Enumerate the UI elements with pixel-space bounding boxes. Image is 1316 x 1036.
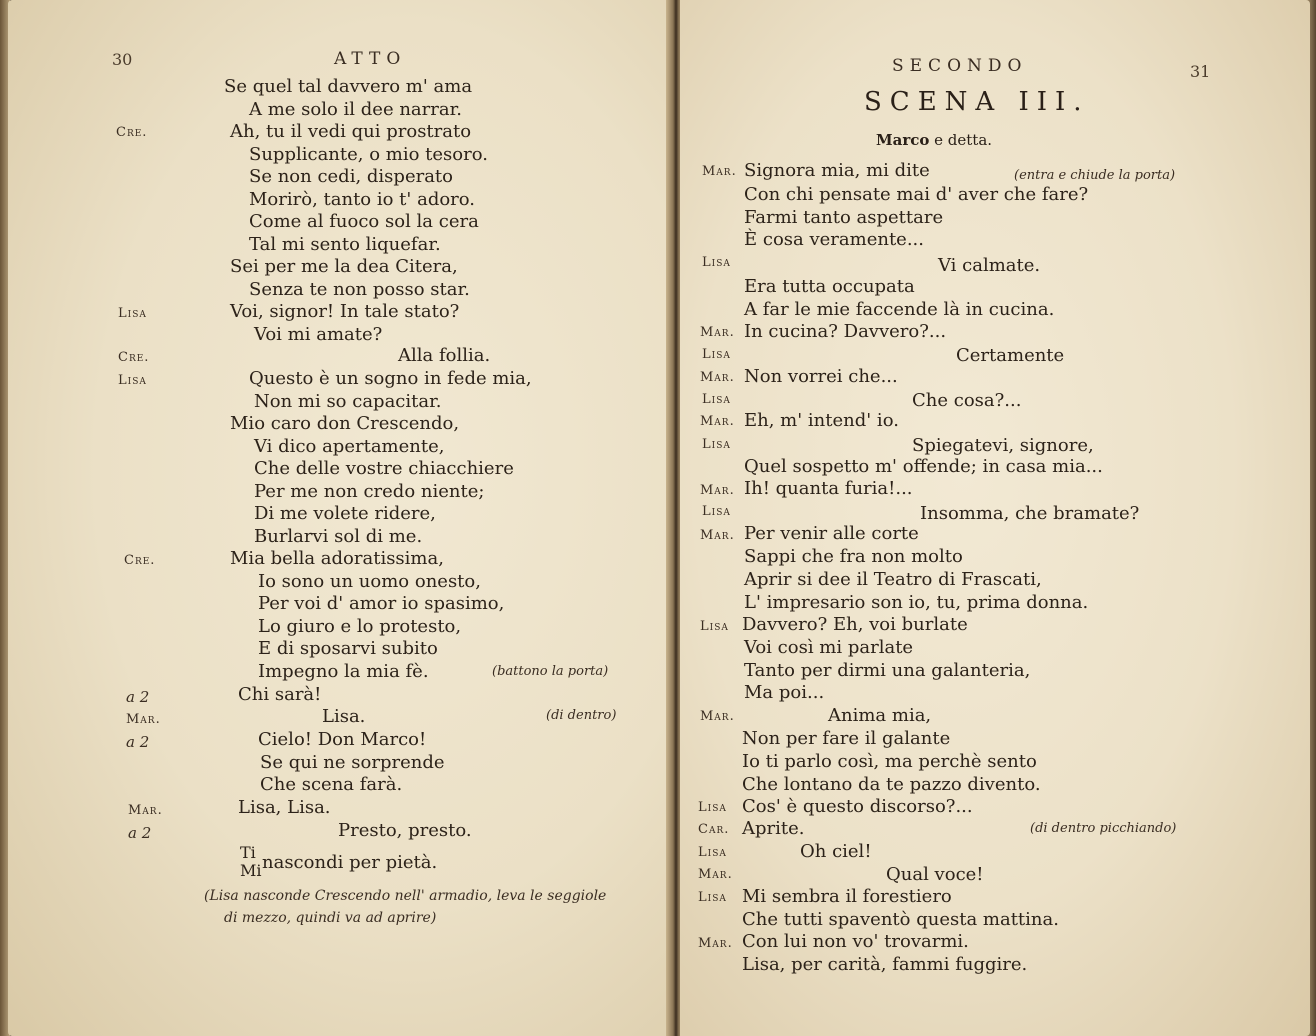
speaker-label: Lisa [698,845,727,860]
verse-line: Per voi d' amor io spasimo, [258,593,505,614]
verse-line: Per me non credo niente; [254,481,485,502]
verse-line: Presto, presto. [338,820,472,841]
speaker-label: a 2 [126,688,150,706]
speaker-label: Lisa [698,890,727,905]
verse-line: Non per fare il galante [742,728,951,749]
verse-line: L' impresario son io, tu, prima donna. [744,592,1089,613]
verse-line: Senza te non posso star. [249,279,470,300]
speaker-label: Lisa [118,306,147,321]
verse-line: Ih! quanta furia!... [744,478,913,499]
verse-line: Qual voce! [886,864,984,885]
verse-line: Eh, m' intend' io. [744,410,899,431]
verse-line: Davvero? Eh, voi burlate [742,614,968,635]
speaker-label: a 2 [128,824,152,842]
speaker-label: Mar. [698,867,733,882]
verse-line: Non vorrei che... [744,366,898,387]
verse-line: Io sono un uomo onesto, [258,571,481,592]
page-number: 30 [112,50,133,69]
verse-line: Insomma, che bramate? [920,503,1140,524]
verse-line: A far le mie faccende là in cucina. [744,299,1055,320]
verse-line: Lisa, per carità, fammi fuggire. [742,954,1028,975]
verse-line: Questo è un sogno in fede mia, [249,368,532,389]
verse-line: Sappi che fra non molto [744,546,963,567]
verse-line: Aprir si dee il Teatro di Frascati, [744,569,1042,590]
running-head: SECONDO [892,56,1028,76]
speaker-label: Mar. [700,325,735,340]
verse-line: Chi sarà! [238,684,322,705]
verse-line: Per venir alle corte [744,523,919,544]
verse-line: Quel sospetto m' offende; in casa mia... [744,456,1103,477]
verse-line: nascondi per pietà. [262,852,438,873]
verse-line: Lisa. [322,706,366,727]
scene-subtitle [876,131,992,149]
verse-line: Se qui ne sorprende [260,752,445,773]
speaker-label: Mar. [700,483,735,498]
scene-title: SCENA III. [864,87,1090,117]
verse-line: Certamente [956,345,1065,366]
verse-line: Che scena farà. [260,774,403,795]
speaker-label: Mar. [700,528,735,543]
verse-line: Impegno la mia fè. [258,661,429,682]
verse-line: Signora mia, mi dite [744,160,930,181]
stage-direction: (entra e chiude la porta) [1014,168,1176,183]
verse-line: Anima mia, [828,705,932,726]
verse-line: Voi mi amate? [254,324,383,345]
speaker-label: Mar. [700,370,735,385]
speaker-label: Mar. [126,712,161,727]
verse-line: Di me volete ridere, [254,503,436,524]
verse-line: Supplicante, o mio tesoro. [249,144,488,165]
verse-line: Cielo! Don Marco! [258,729,427,750]
verse-line: Che delle vostre chiacchiere [254,458,514,479]
verse-line: Tanto per dirmi una galanteria, [744,660,1031,681]
verse-line: Con lui non vo' trovarmi. [742,931,969,952]
verse-line: Con chi pensate mai d' aver che fare? [744,184,1089,205]
page-number: 31 [1190,62,1211,81]
scene-subtitle-rest: e detta. [934,131,993,149]
speaker-label: Lisa [702,255,731,270]
verse-line: Ma poi... [744,682,825,703]
scene-subtitle-name: Marco [876,131,930,149]
verse-line: Mio caro don Crescendo, [230,413,460,434]
verse-line: Come al fuoco sol la cera [249,211,479,232]
verse-line: Morirò, tanto io t' adoro. [249,189,476,210]
speaker-label: Mar. [698,936,733,951]
verse-line: Cos' è questo discorso?... [742,796,973,817]
speaker-label: Lisa [702,392,731,407]
verse-line: Mi sembra il forestiero [742,886,952,907]
verse-line: In cucina? Davvero?... [744,321,947,342]
speaker-label: Lisa [702,437,731,452]
verse-line: Tal mi sento liquefar. [249,234,441,255]
verse-line: Vi calmate. [938,255,1041,276]
verse-line: Ah, tu il vedi qui prostrato [230,121,472,142]
verse-line: Se non cedi, disperato [249,166,454,187]
speaker-label: Mar. [700,414,735,429]
verse-line: Era tutta occupata [744,276,915,297]
left-page [8,0,673,1036]
speaker-label: Cre. [118,350,150,365]
verse-line: E di sposarvi subito [258,638,438,659]
verse-line: Farmi tanto aspettare [744,207,944,228]
stage-direction: (battono la porta) [492,664,609,679]
verse-line: Che lontano da te pazzo divento. [742,774,1041,795]
verse-line: Non mi so capacitar. [254,391,442,412]
verse-line: Sei per me la dea Citera, [230,256,458,277]
verse-line: Aprite. [742,818,805,839]
speaker-label: Lisa [698,800,727,815]
ti-mi-top: Ti [240,843,256,862]
stage-direction: (di dentro picchiando) [1030,821,1177,836]
speaker-label: Mar. [700,709,735,724]
verse-line: Alla follia. [398,345,491,366]
right-page [680,0,1310,1036]
speaker-label: a 2 [126,733,150,751]
verse-line: Che tutti spaventò questa mattina. [742,909,1059,930]
verse-line: Lo giuro e lo protesto, [258,616,462,637]
verse-line: Voi così mi parlate [744,637,914,658]
speaker-label: Lisa [702,347,731,362]
stage-direction: (di dentro) [546,708,617,723]
verse-line: È cosa veramente... [744,229,924,250]
speaker-label: Lisa [702,504,731,519]
stage-direction: (Lisa nasconde Crescendo nell' armadio, leva le seggiole [204,888,607,904]
speaker-label: Mar. [702,164,737,179]
verse-line: Burlarvi sol di me. [254,526,423,547]
speaker-label: Car. [698,822,730,837]
ti-mi-bottom: Mi [240,861,262,880]
speaker-label: Cre. [116,125,148,140]
speaker-label: Mar. [128,803,163,818]
verse-line: Oh ciel! [800,841,872,862]
stage-direction: di mezzo, quindi va ad aprire) [224,910,437,926]
speaker-label: Cre. [124,553,156,568]
verse-line: Io ti parlo così, ma perchè sento [742,751,1037,772]
verse-line: Che cosa?... [912,390,1022,411]
verse-line: Voi, signor! In tale stato? [230,301,460,322]
speaker-label: Lisa [700,619,729,634]
speaker-label: Lisa [118,373,147,388]
verse-line: Se quel tal davvero m' ama [224,76,473,97]
verse-line: Vi dico apertamente, [254,436,445,457]
verse-line: Mia bella adoratissima, [230,548,444,569]
verse-line: Spiegatevi, signore, [912,435,1094,456]
verse-line: A me solo il dee narrar. [249,99,462,120]
running-head: ATTO [334,49,407,69]
verse-line: Lisa, Lisa. [238,797,331,818]
